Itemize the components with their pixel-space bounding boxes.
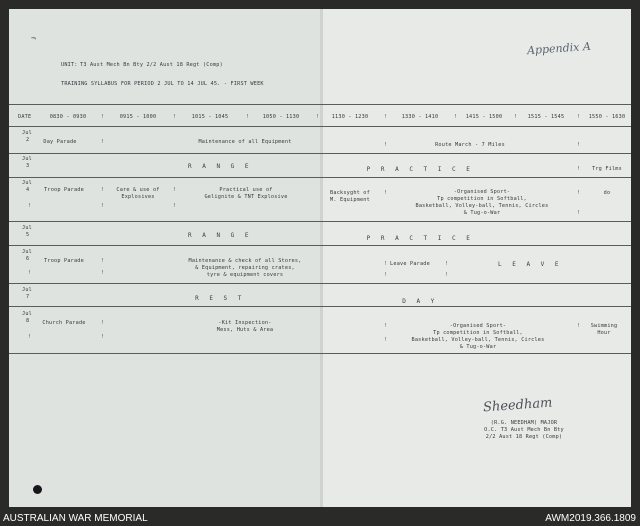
appendix-annotation: Appendix A: [526, 39, 592, 58]
activity: Explosives: [121, 194, 155, 200]
time-header: 0915 - 1000: [119, 114, 157, 120]
activity: -Kit Inspection-: [218, 320, 272, 326]
punch-hole: [33, 485, 42, 494]
row-date: 4: [26, 187, 30, 193]
rule: [9, 177, 631, 178]
column-separator: !: [28, 203, 32, 209]
column-separator: !: [246, 114, 250, 120]
column-separator: !: [101, 320, 105, 326]
time-header: 1515 - 1545: [527, 114, 565, 120]
activity: tyre & equipment covers: [206, 272, 284, 278]
document-title: TRAINING SYLLABUS FOR PERIOD 2 JUL TO 14 JUL 45. - FIRST WEEK: [61, 81, 264, 87]
column-separator: !: [101, 114, 105, 120]
column-separator: !: [384, 142, 388, 148]
rule: [9, 221, 631, 222]
fold-line: [320, 9, 323, 507]
row-day: Jul: [22, 311, 32, 317]
row-date: 2: [26, 137, 30, 143]
activity: & Equipment, repairing crates,: [195, 265, 295, 271]
column-separator: !: [577, 190, 581, 196]
column-separator: !: [101, 258, 105, 264]
activity: Mess, Huts & Area: [216, 327, 274, 333]
block-label: R A N G E: [187, 232, 253, 239]
time-header: 1130 - 1230: [331, 114, 369, 120]
rule: [9, 306, 631, 307]
row-date: 5: [26, 232, 30, 238]
signatory-line: 2/2 Aust 18 Regt (Comp): [485, 434, 563, 440]
activity: Tp competition in Softball,: [433, 330, 523, 336]
column-separator: !: [577, 166, 581, 172]
time-header: 1415 - 1500: [465, 114, 503, 120]
activity: Leave Parade: [390, 261, 430, 267]
column-separator: !: [28, 270, 32, 276]
activity: Troop Parade: [44, 187, 84, 193]
time-header: 1330 - 1410: [401, 114, 439, 120]
column-separator: !: [316, 114, 320, 120]
row-day: Jul: [22, 130, 32, 136]
column-separator: !: [445, 272, 449, 278]
unit-value: T3 Aust Mech Bn Bty 2/2 Aust 18 Regt (Comp): [80, 62, 223, 68]
column-separator: !: [173, 114, 177, 120]
column-separator: !: [28, 334, 32, 340]
activity: Backsyght of: [330, 190, 370, 196]
activity: Hour: [597, 330, 611, 336]
row-date: 6: [26, 256, 30, 262]
column-separator: !: [384, 272, 388, 278]
time-header-date: DATE: [18, 114, 32, 120]
signature-scrawl: Sheedham: [482, 395, 553, 416]
row-date: 7: [26, 294, 30, 300]
corner-mark: ¬: [31, 34, 36, 43]
time-header: 1550 - 1630: [588, 114, 626, 120]
row-day: Jul: [22, 249, 32, 255]
column-separator: !: [173, 203, 177, 209]
activity: -Organised Sport-: [449, 323, 507, 329]
block-label: P R A C T I C E: [366, 235, 474, 242]
rule: [9, 283, 631, 284]
column-separator: !: [384, 261, 388, 267]
column-separator: !: [384, 190, 388, 196]
footer-institution: AUSTRALIAN WAR MEMORIAL: [3, 513, 148, 524]
unit-label: UNIT:: [61, 62, 78, 68]
row-day: Jul: [22, 156, 32, 162]
activity: Troop Parade: [44, 258, 84, 264]
signatory-name: (R.G. NEEDHAM) MAJOR: [490, 420, 558, 426]
footer-accession-number: AWM2019.366.1809: [545, 513, 636, 524]
block-label: R E S T: [195, 295, 245, 302]
column-separator: !: [454, 114, 458, 120]
column-separator: !: [101, 139, 105, 145]
row-day: Jul: [22, 225, 32, 231]
activity: Maintenance of all Equipment: [198, 139, 292, 145]
rule: [9, 126, 631, 127]
activity: Church Parade: [42, 320, 86, 326]
row-day: Jul: [22, 287, 32, 293]
rule: [9, 353, 631, 354]
activity: & Tug-o-War: [459, 344, 497, 350]
column-separator: !: [577, 114, 581, 120]
activity: Route March - 7 Miles: [435, 142, 505, 148]
activity: Basketball, Volley-ball, Tennis, Circles: [411, 337, 545, 343]
row-date: 3: [26, 163, 30, 169]
column-separator: !: [384, 337, 388, 343]
activity: do: [603, 190, 611, 196]
column-separator: !: [384, 323, 388, 329]
rule: [9, 104, 631, 105]
column-separator: !: [514, 114, 518, 120]
time-header: 0830 - 0930: [49, 114, 87, 120]
activity: -Organised Sport-: [453, 189, 511, 195]
column-separator: !: [577, 210, 581, 216]
row-day: Jul: [22, 180, 32, 186]
block-label: P R A C T I C E: [366, 166, 474, 173]
column-separator: !: [445, 261, 449, 267]
activity: Care & use of: [116, 187, 160, 193]
block-label: R A N G E: [187, 163, 253, 170]
activity: M. Equipment: [330, 197, 370, 203]
activity: Basketball, Volley-ball, Tennis, Circles: [415, 203, 549, 209]
block-label: L E A V E: [497, 261, 563, 268]
activity: Trg Films: [592, 166, 622, 172]
activity: Practical use of: [219, 187, 273, 193]
time-header: 1015 - 1045: [191, 114, 229, 120]
column-separator: !: [101, 270, 105, 276]
column-separator: !: [101, 187, 105, 193]
activity: Swimming: [590, 323, 618, 329]
activity: Gelignite & TNT Explosive: [204, 194, 288, 200]
column-separator: !: [577, 323, 581, 329]
signatory-line: O.C. T3 Aust Mech Bn Bty: [484, 427, 564, 433]
activity: & Tug-o-War: [463, 210, 501, 216]
column-separator: !: [577, 142, 581, 148]
column-separator: !: [173, 187, 177, 193]
column-separator: !: [101, 203, 105, 209]
column-separator: !: [384, 114, 388, 120]
sheet-right-page: [321, 9, 631, 507]
rule: [9, 245, 631, 246]
time-header: 1050 - 1130: [262, 114, 300, 120]
rule: [9, 153, 631, 154]
activity: Maintenance & check of all Stores,: [188, 258, 302, 264]
activity: Tp competition in Softball,: [437, 196, 527, 202]
column-separator: !: [101, 334, 105, 340]
row-date: 8: [26, 318, 30, 324]
block-label: D A Y: [402, 298, 438, 305]
activity: Day Parade: [43, 139, 77, 145]
